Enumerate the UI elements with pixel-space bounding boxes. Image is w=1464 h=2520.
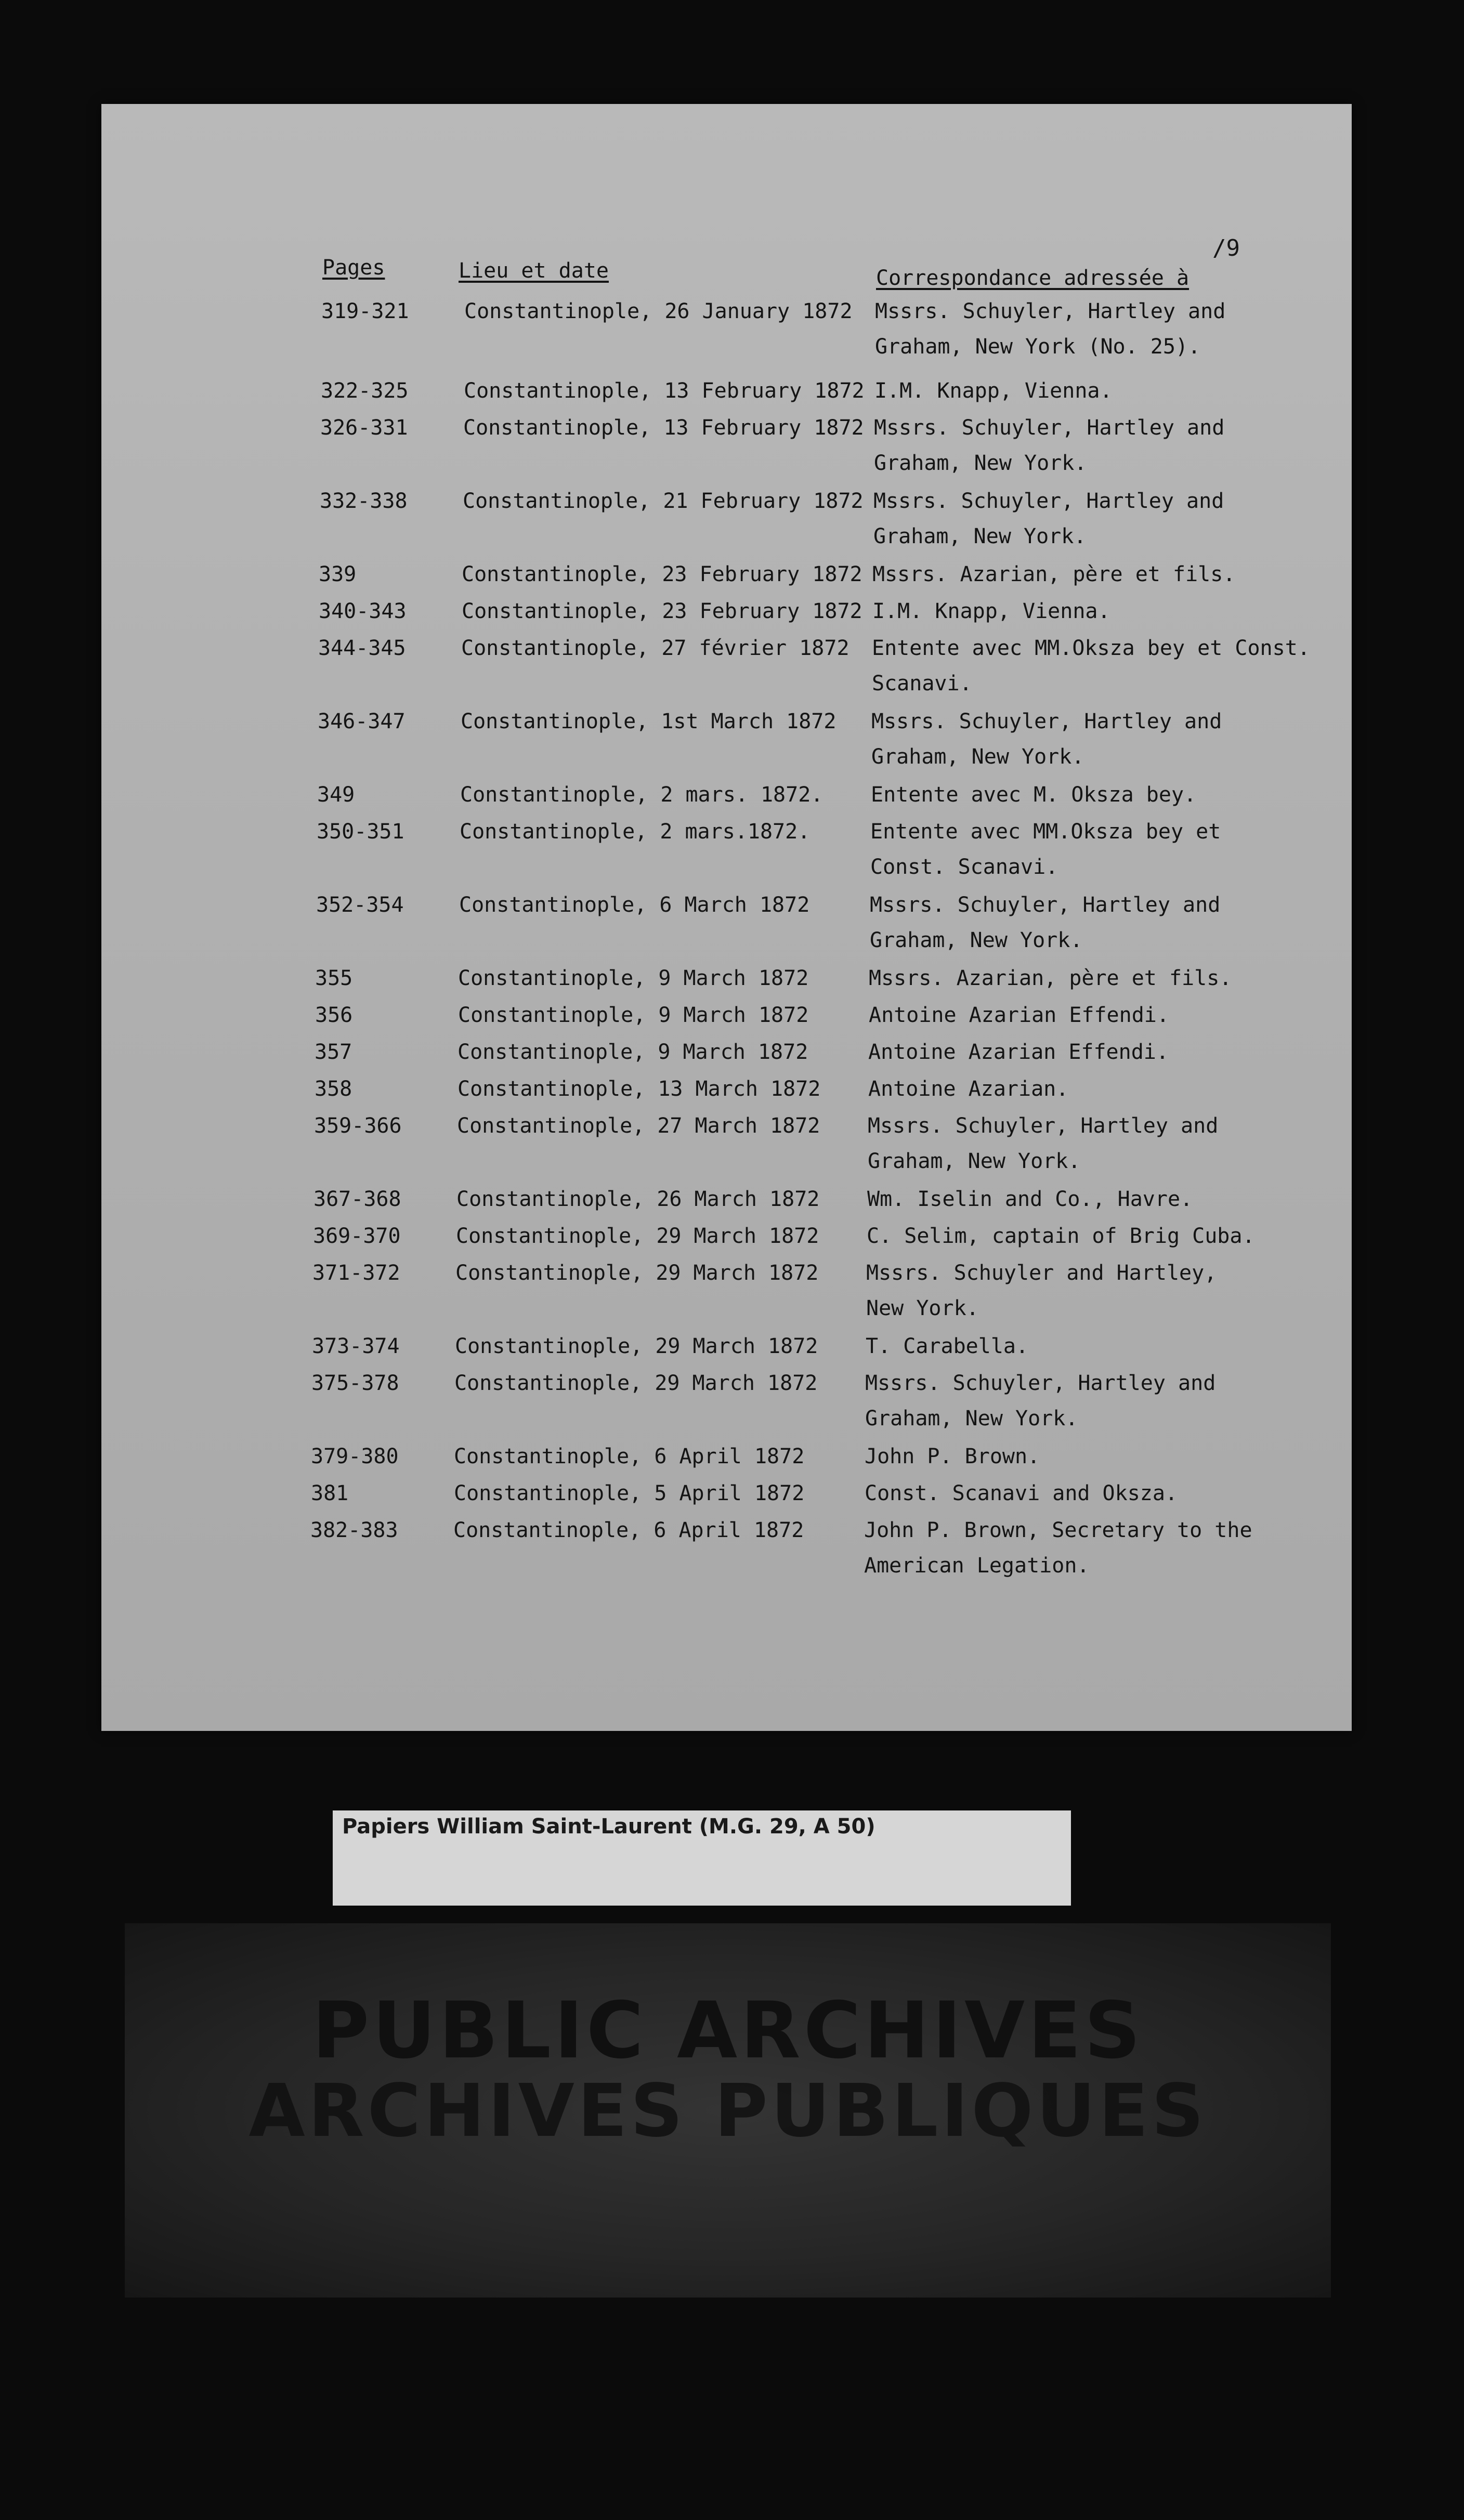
- entry-addressee-line: Graham, New York.: [871, 745, 1084, 769]
- entry-addressee-line: Mssrs. Schuyler, Hartley and: [873, 489, 1224, 513]
- entry-addressee-line: Mssrs. Schuyler, Hartley and: [870, 893, 1221, 917]
- entry-pages: 371-372: [312, 1261, 400, 1285]
- entry-pages: 326-331: [320, 416, 408, 440]
- entry-addressee-line: I.M. Knapp, Vienna.: [874, 379, 1113, 403]
- entry-pages: 369-370: [313, 1224, 401, 1248]
- entry-pages: 381: [311, 1481, 349, 1505]
- entry-place-date: Constantinople, 9 March 1872: [458, 1003, 809, 1027]
- entry-addressee: [865, 1476, 1178, 1511]
- entry-place-date: Constantinople, 13 March 1872: [458, 1077, 821, 1101]
- archives-stamp: [125, 1923, 1331, 2298]
- entry-place-date: Constantinople, 6 March 1872: [459, 893, 810, 917]
- archive-label-text: Papiers William Saint-Laurent (M.G. 29, A 50): [342, 1815, 875, 1839]
- entry-pages: 373-374: [312, 1334, 400, 1358]
- entry-place-date: Constantinople, 27 March 1872: [457, 1114, 820, 1138]
- entry-addressee-line: Mssrs. Schuyler, Hartley and: [875, 299, 1226, 323]
- entry-place-date: Constantinople, 26 January 1872: [464, 299, 853, 323]
- entry-pages: 358: [315, 1077, 352, 1101]
- entry-place-date: Constantinople, 9 March 1872: [458, 1040, 808, 1064]
- entry-addressee-line: Graham, New York.: [865, 1407, 1078, 1430]
- entry-pages: 367-368: [313, 1187, 401, 1211]
- entry-addressee-line: Scanavi.: [872, 672, 972, 695]
- entry-addressee: [871, 777, 1196, 812]
- entry-addressee-line: Mssrs. Schuyler and Hartley,: [866, 1261, 1217, 1285]
- entry-addressee-line: Mssrs. Schuyler, Hartley and: [871, 710, 1222, 733]
- entry-place-date: Constantinople, 27 février 1872: [461, 636, 849, 660]
- entry-addressee: [867, 1182, 1193, 1217]
- entry-place-date: Constantinople, 29 March 1872: [454, 1371, 818, 1395]
- entry-pages: 322-325: [321, 379, 409, 403]
- entry-addressee-line: Graham, New York (No. 25).: [875, 335, 1201, 359]
- entry-addressee: [873, 483, 1224, 554]
- entry-pages: 359-366: [314, 1114, 402, 1138]
- entry-place-date: Constantinople, 6 April 1872: [453, 1518, 804, 1542]
- entry-pages: 355: [315, 966, 353, 990]
- entry-addressee: [864, 1513, 1252, 1583]
- entry-addressee-line: Mssrs. Schuyler, Hartley and: [865, 1371, 1216, 1395]
- entry-place-date: Constantinople, 6 April 1872: [454, 1445, 805, 1468]
- entry-pages: 332-338: [320, 489, 408, 513]
- entry-addressee: [865, 1366, 1215, 1436]
- entry-addressee-line: Mssrs. Azarian, père et fils.: [872, 562, 1236, 586]
- entry-pages: 349: [317, 783, 355, 807]
- entry-addressee-line: C. Selim, captain of Brig Cuba.: [867, 1224, 1255, 1248]
- entry-addressee-line: American Legation.: [864, 1554, 1090, 1578]
- folio-number: /9: [1212, 235, 1240, 261]
- header-pages: Pages: [322, 256, 385, 280]
- entry-addressee: [866, 1255, 1217, 1326]
- entry-addressee-line: Entente avec MM.Oksza bey et Const.: [872, 636, 1310, 660]
- entry-addressee-line: Graham, New York.: [870, 928, 1083, 952]
- entry-place-date: Constantinople, 23 February 1872: [462, 562, 862, 586]
- entry-addressee-line: John P. Brown.: [865, 1445, 1040, 1468]
- entry-addressee-line: Graham, New York.: [874, 451, 1087, 475]
- entry-pages: 350-351: [317, 820, 404, 844]
- entry-addressee-line: Antoine Azarian Effendi.: [869, 1003, 1169, 1027]
- entry-addressee: [874, 410, 1224, 481]
- entry-pages: 346-347: [318, 710, 406, 733]
- entry-place-date: Constantinople, 9 March 1872: [458, 966, 809, 990]
- entry-addressee-line: Const. Scanavi and Oksza.: [865, 1481, 1178, 1505]
- entry-pages: 356: [315, 1003, 353, 1027]
- entry-pages: 357: [315, 1040, 352, 1064]
- stamp-line-1: PUBLIC ARCHIVES: [312, 1986, 1144, 2076]
- entry-addressee: [875, 294, 1225, 364]
- entry-place-date: Constantinople, 13 February 1872: [464, 379, 865, 403]
- entry-addressee: [868, 1108, 1218, 1179]
- entry-place-date: Constantinople, 13 February 1872: [463, 416, 864, 440]
- entry-addressee-line: Graham, New York.: [873, 524, 1087, 548]
- entry-addressee-line: Mssrs. Schuyler, Hartley and: [874, 416, 1225, 440]
- stamp-line-2: ARCHIVES PUBLIQUES: [249, 2069, 1207, 2154]
- entry-pages: 375-378: [311, 1371, 399, 1395]
- entry-place-date: Constantinople, 23 February 1872: [462, 599, 862, 623]
- entry-pages: 344-345: [318, 636, 406, 660]
- entry-addressee: [874, 373, 1113, 409]
- entry-place-date: Constantinople, 1st March 1872: [461, 710, 836, 733]
- header-addressee: Correspondance adressée à: [876, 266, 1190, 290]
- entry-pages: 339: [319, 562, 357, 586]
- entry-addressee: [872, 594, 1110, 629]
- entry-addressee-line: Entente avec MM.Oksza bey et: [870, 820, 1221, 844]
- entry-place-date: Constantinople, 5 April 1872: [454, 1481, 805, 1505]
- entry-place-date: Constantinople, 2 mars.1872.: [460, 820, 811, 844]
- entry-addressee: [867, 1218, 1255, 1254]
- entry-addressee: [865, 1439, 1040, 1474]
- entry-addressee: [868, 1071, 1068, 1107]
- entry-pages: 340-343: [319, 599, 407, 623]
- entry-addressee-line: Antoine Azarian Effendi.: [868, 1040, 1169, 1064]
- entry-addressee-line: Mssrs. Schuyler, Hartley and: [868, 1114, 1219, 1138]
- entry-addressee: [870, 814, 1221, 885]
- entry-addressee-line: Const. Scanavi.: [870, 855, 1058, 879]
- entry-place-date: Constantinople, 29 March 1872: [456, 1224, 819, 1248]
- entry-addressee: [872, 557, 1235, 592]
- entry-pages: 379-380: [311, 1445, 399, 1468]
- entry-addressee-line: Antoine Azarian.: [868, 1077, 1069, 1101]
- entry-addressee-line: Wm. Iselin and Co., Havre.: [867, 1187, 1193, 1211]
- entry-addressee: [869, 998, 1169, 1033]
- entry-addressee: [870, 887, 1220, 958]
- entry-pages: 319-321: [321, 299, 409, 323]
- entry-addressee: [872, 631, 1310, 701]
- entry-addressee-line: I.M. Knapp, Vienna.: [872, 599, 1110, 623]
- entry-addressee: [869, 961, 1232, 996]
- entry-pages: 382-383: [310, 1518, 398, 1542]
- entry-addressee-line: New York.: [866, 1296, 979, 1320]
- entry-pages: 352-354: [316, 893, 404, 917]
- entry-place-date: Constantinople, 21 February 1872: [463, 489, 864, 513]
- entry-place-date: Constantinople, 29 March 1872: [455, 1334, 818, 1358]
- entry-addressee-line: John P. Brown, Secretary to the: [864, 1518, 1252, 1542]
- entry-addressee: [871, 704, 1222, 775]
- entry-addressee-line: Entente avec M. Oksza bey.: [871, 783, 1197, 807]
- entry-addressee-line: T. Carabella.: [866, 1334, 1029, 1358]
- entry-addressee: [868, 1034, 1169, 1070]
- entry-place-date: Constantinople, 26 March 1872: [456, 1187, 820, 1211]
- entry-place-date: Constantinople, 29 March 1872: [455, 1261, 819, 1285]
- entry-addressee-line: Graham, New York.: [868, 1149, 1081, 1173]
- archive-label: [333, 1810, 1071, 1906]
- entry-addressee-line: Mssrs. Azarian, père et fils.: [869, 966, 1232, 990]
- entry-addressee: [866, 1329, 1028, 1364]
- entry-place-date: Constantinople, 2 mars. 1872.: [460, 783, 824, 807]
- header-place-date: Lieu et date: [459, 259, 609, 283]
